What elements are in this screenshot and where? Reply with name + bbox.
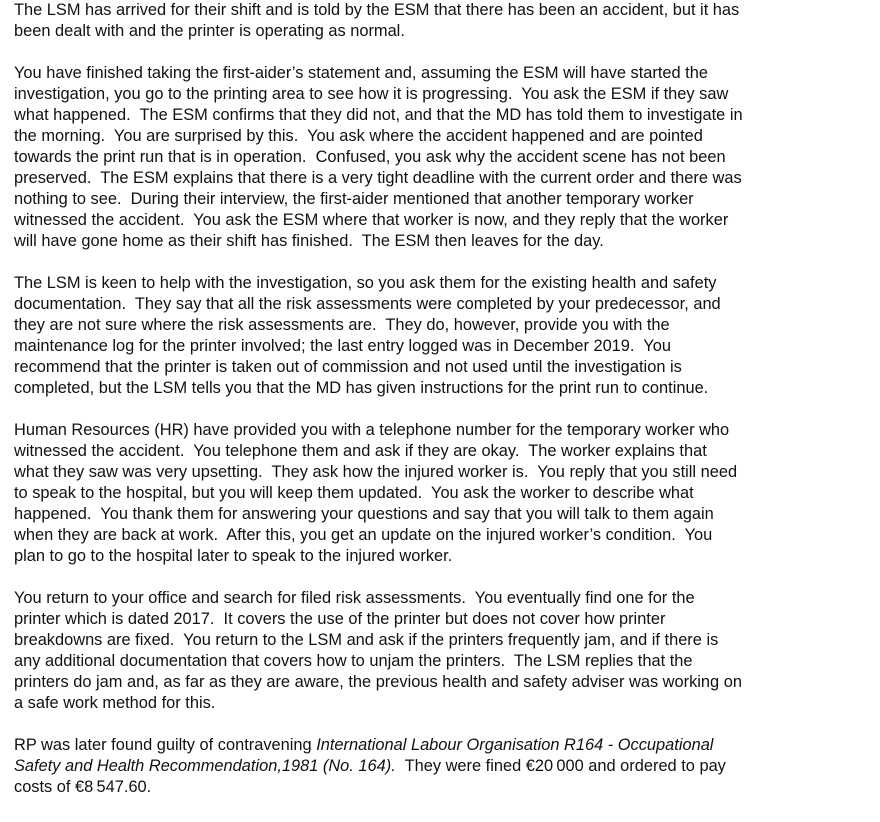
text-line [14,735,876,756]
text-line: The LSM has arrived for their shift and is told by the ESM that there has been an accident, but it has [14,1,740,19]
paragraph-lsm-arrival [14,0,876,42]
text-line: maintenance log for the printer involved; the last entry logged was in December 2019. You [14,337,671,355]
text-line: happened. You thank them for answering your questions and say that you will talk to them again [14,505,714,523]
text-line: nothing to see. During their interview, the first-aider mentioned that another temporary worker [14,190,694,208]
paragraph-spacer [14,399,876,420]
text-line: witnessed the accident. You telephone them and ask if they are okay. The worker explains that [14,442,707,460]
paragraph-conviction [14,735,876,798]
text-line: plan to go to the hospital later to speak to the injured worker. [14,547,453,565]
text-line: what they saw was very upsetting. They ask how the injured worker is. You reply that you still need [14,463,738,481]
text-line: a safe work method for this. [14,694,216,712]
paragraph-risk-assessments [14,588,876,714]
costs-amount-text: costs of €8 547.60. [14,778,152,796]
paragraph-spacer [14,567,876,588]
text-line [14,756,876,777]
text-line: documentation. They say that all the risk assessments were completed by your predecessor, and [14,295,721,313]
document-body [14,0,876,798]
text-line: You have finished taking the first-aider’s statement and, assuming the ESM will have started the [14,64,708,82]
text-line: recommend that the printer is taken out of commission and not used until the investigation is [14,358,682,376]
text-line: Human Resources (HR) have provided you with a telephone number for the temporary worker who [14,421,730,439]
text-line: You return to your office and search for filed risk assessments. You eventually find one for the [14,589,695,607]
text-line: been dealt with and the printer is operating as normal. [14,22,405,40]
regulation-title-part1: International Labour Organisation R164 - Occupational [316,736,714,754]
conviction-intro: RP was later found guilty of contravening [14,736,317,754]
text-line: witnessed the accident. You ask the ESM where that worker is now, and they reply that the worker [14,211,729,229]
paragraph-spacer [14,252,876,273]
text-line: to speak to the hospital, but you will keep them updated. You ask the worker to describe what [14,484,694,502]
text-line: printer which is dated 2017. It covers the use of the printer but does not cover how printer [14,610,666,628]
fine-amount-text: They were fined €20 000 and ordered to pay [395,757,726,775]
text-line: will have gone home as their shift has finished. The ESM then leaves for the day. [14,232,604,250]
paragraph-witness-call [14,420,876,567]
text-line: any additional documentation that covers how to unjam the printers. The LSM replies that the [14,652,693,670]
text-line: investigation, you go to the printing area to see how it is progressing. You ask the ESM if they saw [14,85,729,103]
paragraph-spacer [14,714,876,735]
text-line: printers do jam and, as far as they are aware, the previous health and safety adviser was working on [14,673,742,691]
paragraph-spacer [14,42,876,63]
text-line: The LSM is keen to help with the investigation, so you ask them for the existing health and safety [14,274,717,292]
paragraph-printing-area-visit [14,63,876,252]
text-line: what happened. The ESM confirms that they did not, and that the MD has told them to investigate in [14,106,743,124]
text-line: preserved. The ESM explains that there is a very tight deadline with the current order and there was [14,169,742,187]
regulation-title-part2: Safety and Health Recommendation,1981 (No. 164). [14,757,396,775]
text-line: towards the print run that is in operation. Confused, you ask why the accident scene has not been [14,148,726,166]
text-line: they are not sure where the risk assessments are. They do, however, provide you with the [14,316,670,334]
text-line: the morning. You are surprised by this. You ask where the accident happened and are pointed [14,127,703,145]
text-line: when they are back at work. After this, you get an update on the injured worker’s condition. You [14,526,713,544]
text-line: breakdowns are fixed. You return to the LSM and ask if the printers frequently jam, and if there is [14,631,719,649]
paragraph-documentation [14,273,876,399]
text-line: completed, but the LSM tells you that the MD has given instructions for the print run to continue. [14,379,709,397]
